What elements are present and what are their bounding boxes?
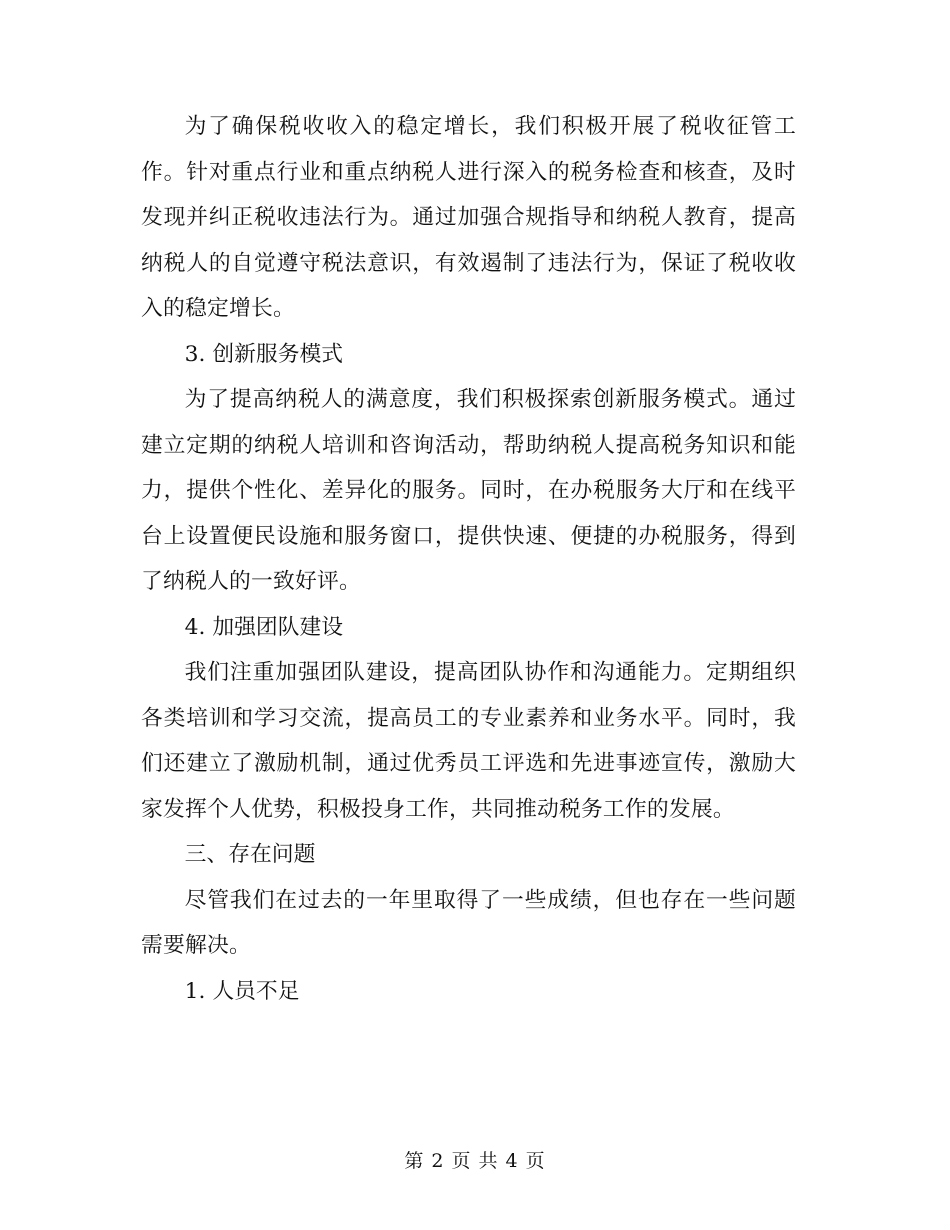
page-footer [0, 1147, 950, 1175]
paragraph-service-model: 为了提高纳税人的满意度，我们积极探索创新服务模式。通过建立定期的纳税人培训和咨询活动，帮助纳税人提高税务知识和能力，提供个性化、差异化的服务。同时，在办税服务大厅和在线平台上设置便民设施和服务窗口，提供快速、便捷的办税服务，得到了纳税人的一致好评。 [141, 387, 796, 594]
section-heading-innovate-service: 3. 创新服务模式 [184, 341, 344, 367]
paragraph-tax-collection: 为了确保税收收入的稳定增长，我们积极开展了税收征管工作。针对重点行业和重点纳税人进行深入的税务检查和核查，及时发现并纠正税收违法行为。通过加强合规指导和纳税人教育，提高纳税人的自觉遵守税法意识，有效遏制了违法行为，保证了税收收入的稳定增长。 [141, 114, 796, 321]
paragraph-team-building: 我们注重加强团队建设，提高团队协作和沟通能力。定期组织各类培训和学习交流，提高员工的专业素养和业务水平。同时，我们还建立了激励机制，通过优秀员工评选和先进事迹宣传，激励大家发挥个人优势，积极投身工作，共同推动税务工作的发展。 [141, 660, 796, 822]
page-number: 第 2 页 共 4 页 [404, 1150, 546, 1172]
document-body [141, 104, 796, 1014]
section-heading-problems: 三、存在问题 [184, 842, 316, 867]
paragraph-problems-intro: 尽管我们在过去的一年里取得了一些成绩，但也存在一些问题需要解决。 [141, 887, 796, 958]
section-heading-team-building: 4. 加强团队建设 [184, 614, 344, 640]
section-heading-staff-shortage: 1. 人员不足 [184, 978, 300, 1004]
